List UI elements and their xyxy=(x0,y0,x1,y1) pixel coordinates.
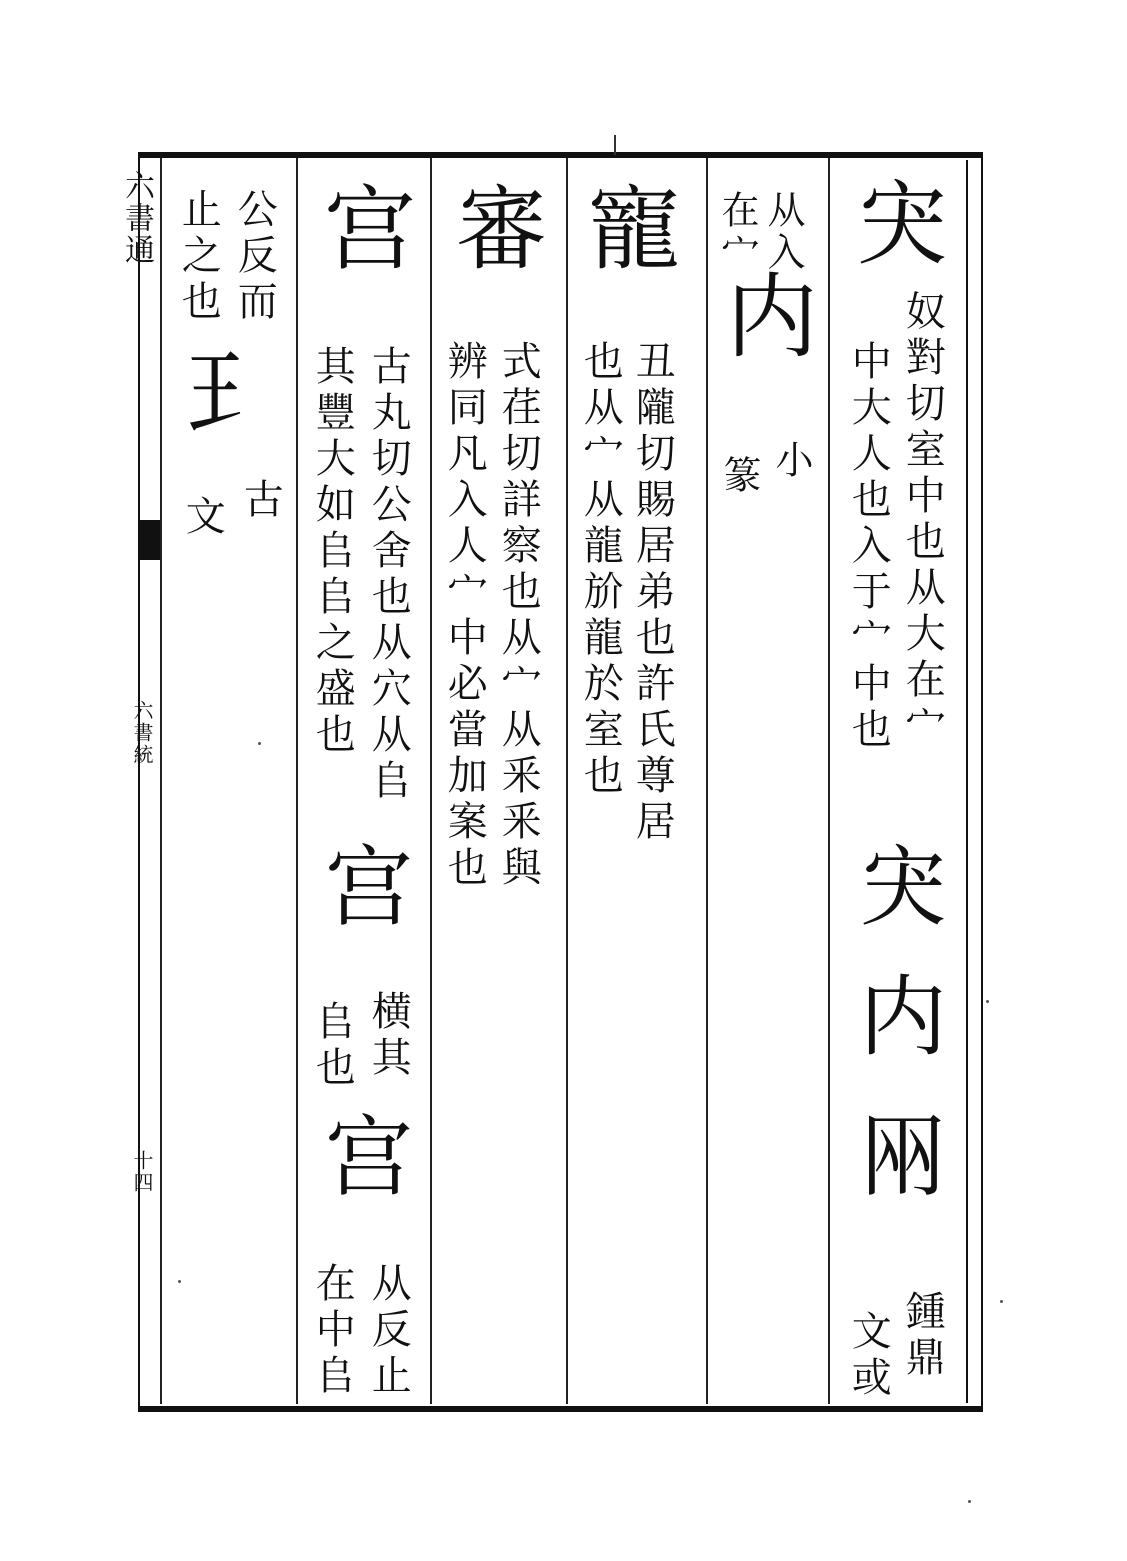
seal-variant: 宊 xyxy=(845,840,948,928)
script-label: 篆 xyxy=(717,455,762,497)
fold-fish-tail xyxy=(140,520,160,560)
gloss-text: 公反而 xyxy=(231,188,278,326)
top-tick-mark xyxy=(614,135,616,155)
gloss-text: 在中𠂤 xyxy=(309,1262,356,1400)
fold-strip xyxy=(138,158,162,1404)
gloss-text: 从入 xyxy=(761,190,806,274)
gloss-text: 𠂤也 xyxy=(309,1000,356,1092)
gloss-text: 古丸切公舍也从穴从𠂤 xyxy=(365,345,412,805)
gloss-text: 止之也 xyxy=(175,188,222,326)
seal-character: 𤣩 xyxy=(171,345,278,437)
gloss-text: 辨同凡入人宀中必當加案也 xyxy=(441,340,488,892)
fold-page-number: 十四 xyxy=(130,1150,154,1194)
seal-character: 審 xyxy=(441,180,548,272)
gloss-text: 古 xyxy=(237,478,284,524)
gloss-text: 也从宀从龍斺龍於室也 xyxy=(577,340,624,800)
fold-section-label: 六書統 xyxy=(130,700,154,766)
seal-character: 宫 xyxy=(309,180,416,272)
seal-character: 内 xyxy=(711,268,818,360)
gloss-text: 奴對切室中也从大在宀 xyxy=(899,290,946,750)
gloss-text: 式荏切詳察也从宀从釆釆與 xyxy=(495,340,542,892)
seal-variant: 宫 xyxy=(311,1110,414,1198)
gloss-text: 在宀 xyxy=(715,190,760,274)
seal-variant: 㒳 xyxy=(845,1110,948,1198)
column-rule xyxy=(566,158,568,1404)
seal-variant: 内 xyxy=(845,970,948,1058)
fold-title: 六書通 xyxy=(119,170,154,266)
column-rule xyxy=(296,158,298,1404)
gloss-text: 其豐大如𠂤𠂤之盛也 xyxy=(309,345,356,759)
script-label: 小 xyxy=(769,440,814,482)
frame-inner-rule xyxy=(966,160,968,1403)
gloss-text: 丑隴切賜居弟也許氏尊居 xyxy=(629,340,676,846)
seal-variant: 宫 xyxy=(311,840,414,928)
gloss-text: 文 xyxy=(179,495,226,541)
column-rule xyxy=(430,158,432,1404)
seal-character: 宊 xyxy=(841,175,948,267)
column-rule xyxy=(706,158,708,1404)
seal-character: 寵 xyxy=(573,180,680,272)
gloss-text: 鍾鼎 xyxy=(899,1290,946,1382)
gloss-text: 中大人也入于宀中也 xyxy=(845,340,892,754)
gloss-text: 横其 xyxy=(365,990,412,1082)
gloss-text: 文或 xyxy=(845,1310,892,1402)
column-rule xyxy=(828,158,830,1404)
gloss-text: 从反止 xyxy=(365,1262,412,1400)
